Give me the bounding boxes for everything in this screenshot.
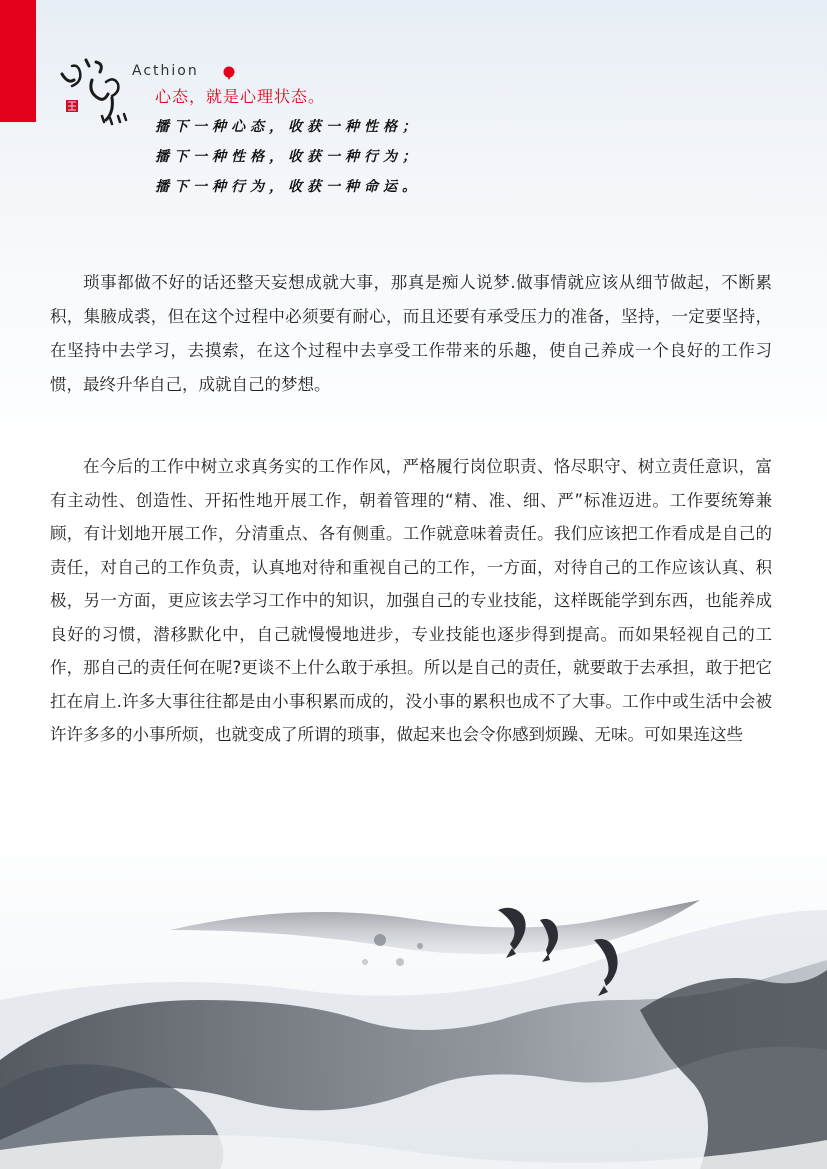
red-accent-bar [0,0,36,122]
brand-name: Acthion [132,63,199,79]
motto-line: 播下一种心态，收获一种性格； [155,119,421,135]
ink-wash-illustration [0,850,827,1169]
tagline: 心态，就是心理状态。 [155,87,326,106]
red-drop-icon [222,66,236,80]
body-paragraph: 在今后的工作中树立求真务实的工作作风，严格履行岗位职责、恪尽职守、树立责任意识，富有主动性、创造性、开拓性地开展工作，朝着管理的“精、准、细、严”标准迈进。工作要统筹兼顾，有计划地开展工作，分清重点、各有侧重。工作就意味着责任。我们应该把工作看成是自己的责任，对自己的工作负责，认真地对待和重视自己的工作，一方面，对待自己的工作应该认真、积极，另一方面，更应该去学习工作中的知识，加强自己的专业技能，这样既能学到东西，也能养成良好的习惯，潜移默化中，自己就慢慢地进步，专业技能也逐步得到提高。而如果轻视自己的工作，那自己的责任何在呢?更谈不上什么敢于承担。所以是自己的责任，就要敢于去承担，敢于把它扛在肩上.许多大事往往都是由小事积累而成的，没小事的累积也成不了大事。工作中或生活中会被许许多多的小事所烦，也就变成了所谓的琐事，做起来也会令你感到烦躁、无味。可如果连这些 [50,457,772,744]
body-paragraph: 琐事都做不好的话还整天妄想成就大事，那真是痴人说梦.做事情就应该从细节做起，不断累积，集腋成裘，但在这个过程中必须要有耐心，而且还要有承受压力的准备，坚持，一定要坚持，在坚持中去学习，去摸索，在这个过程中去享受工作带来的乐趣，使自己养成一个良好的工作习惯，最终升华自己，成就自己的梦想。 [50,273,772,394]
motto-line: 播下一种行为，收获一种命运。 [155,179,421,195]
calligraphy-logo [54,44,144,134]
motto-line: 播下一种性格，收获一种行为； [155,149,421,165]
